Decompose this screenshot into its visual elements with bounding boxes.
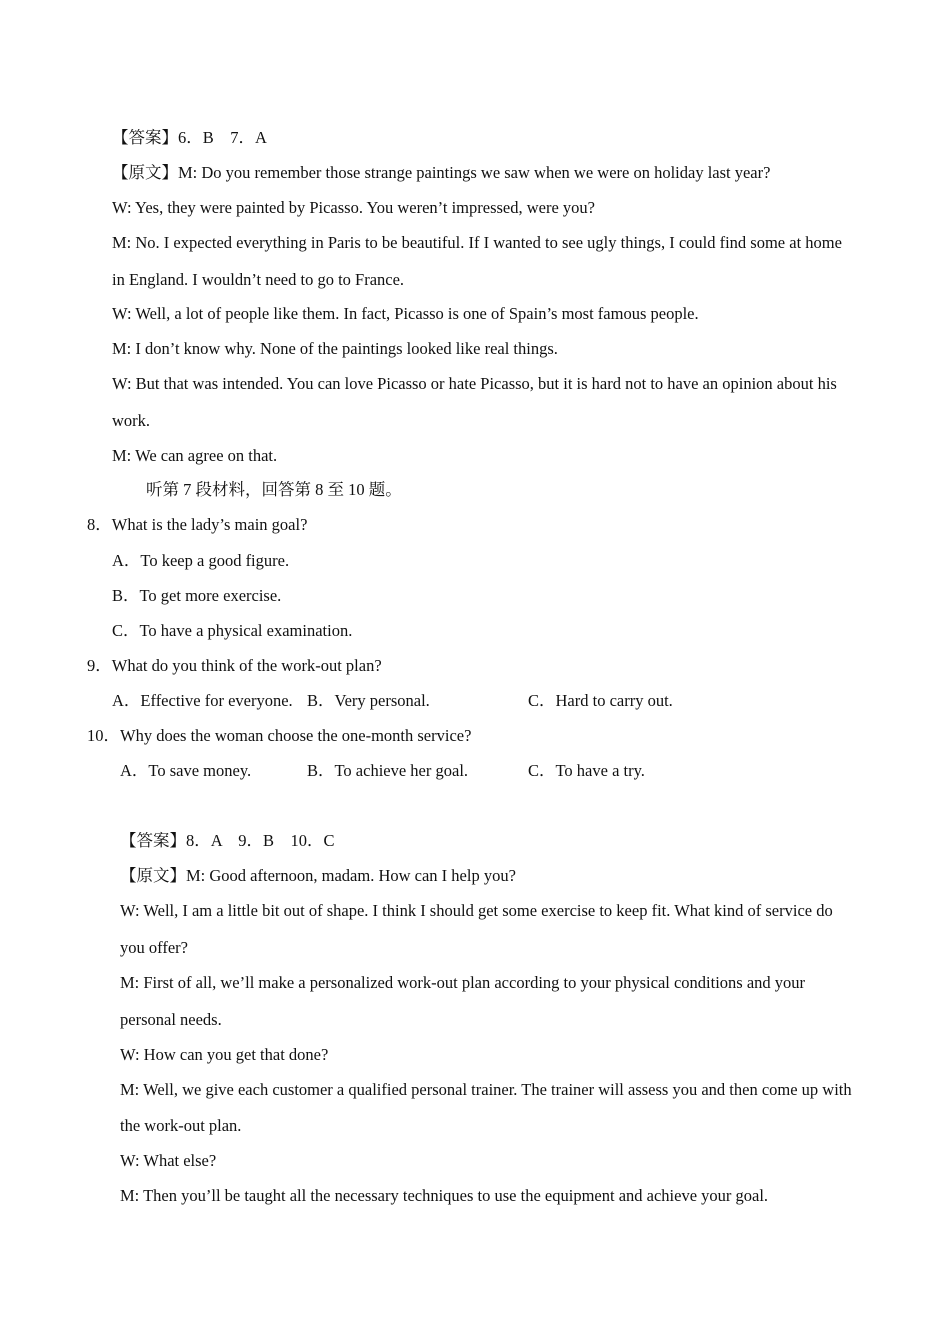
transcript-7-line-8: work. (112, 411, 151, 430)
transcript-8-line-4: M: First of all, we’ll make a personalized work-out plan according to your physical conditions and your (120, 973, 806, 992)
transcript-8-line-8: the work-out plan. (120, 1116, 242, 1135)
transcript-8-line-7: M: Well, we give each customer a qualified personal trainer. The trainer will assess you and then come up with (120, 1080, 852, 1099)
transcript-8-line-5: personal needs. (120, 1010, 222, 1029)
q10-option-c: C．To have a try. (528, 761, 645, 780)
transcript-8-line-3: you offer? (120, 938, 188, 957)
section-instruction: 听第 7 段材料，回答第 8 至 10 题。 (146, 480, 402, 499)
transcript-7-line-7: W: But that was intended. You can love Picasso or hate Picasso, but it is hard not to have an opinion about his (112, 374, 837, 393)
transcript-8-line-9: W: What else? (120, 1151, 217, 1170)
transcript-7-line-6: M: I don’t know why. None of the paintings looked like real things. (112, 339, 558, 358)
q9-option-c: C．Hard to carry out. (528, 691, 673, 710)
question-10: 10．Why does the woman choose the one-month service? (87, 726, 472, 745)
answer-8-10: 【答案】8．A 9．B 10．C (120, 831, 335, 850)
q9-option-a: A．Effective for everyone. (112, 691, 293, 710)
q8-option-a: A．To keep a good figure. (112, 551, 290, 570)
transcript-7-line-3: M: No. I expected everything in Paris to be beautiful. If I wanted to see ugly things, I could find some at home (112, 233, 842, 252)
transcript-8-line-1: 【原文】M: Good afternoon, madam. How can I help you? (120, 866, 516, 885)
transcript-7-line-2: W: Yes, they were painted by Picasso. You weren’t impressed, were you? (112, 198, 595, 217)
transcript-7-line-9: M: We can agree on that. (112, 446, 278, 465)
transcript-8-line-10: M: Then you’ll be taught all the necessary techniques to use the equipment and achieve your goal. (120, 1186, 769, 1205)
transcript-8-line-6: W: How can you get that done? (120, 1045, 329, 1064)
q10-option-b: B．To achieve her goal. (307, 761, 469, 780)
transcript-7-line-4: in England. I wouldn’t need to go to France. (112, 270, 405, 289)
answer-6-7: 【答案】6．B 7．A (112, 128, 267, 147)
q10-option-a: A．To save money. (120, 761, 252, 780)
question-8: 8．What is the lady’s main goal? (87, 515, 308, 534)
transcript-7-line-5: W: Well, a lot of people like them. In fact, Picasso is one of Spain’s most famous people. (112, 304, 699, 323)
transcript-7-line-1: 【原文】M: Do you remember those strange paintings we saw when we were on holiday last year? (112, 163, 771, 182)
q8-option-b: B．To get more exercise. (112, 586, 282, 605)
q8-option-c: C．To have a physical examination. (112, 621, 353, 640)
transcript-8-line-2: W: Well, I am a little bit out of shape. I think I should get some exercise to keep fit. What kind of service do (120, 901, 833, 920)
q9-option-b: B．Very personal. (307, 691, 430, 710)
question-9: 9．What do you think of the work-out plan? (87, 656, 382, 675)
